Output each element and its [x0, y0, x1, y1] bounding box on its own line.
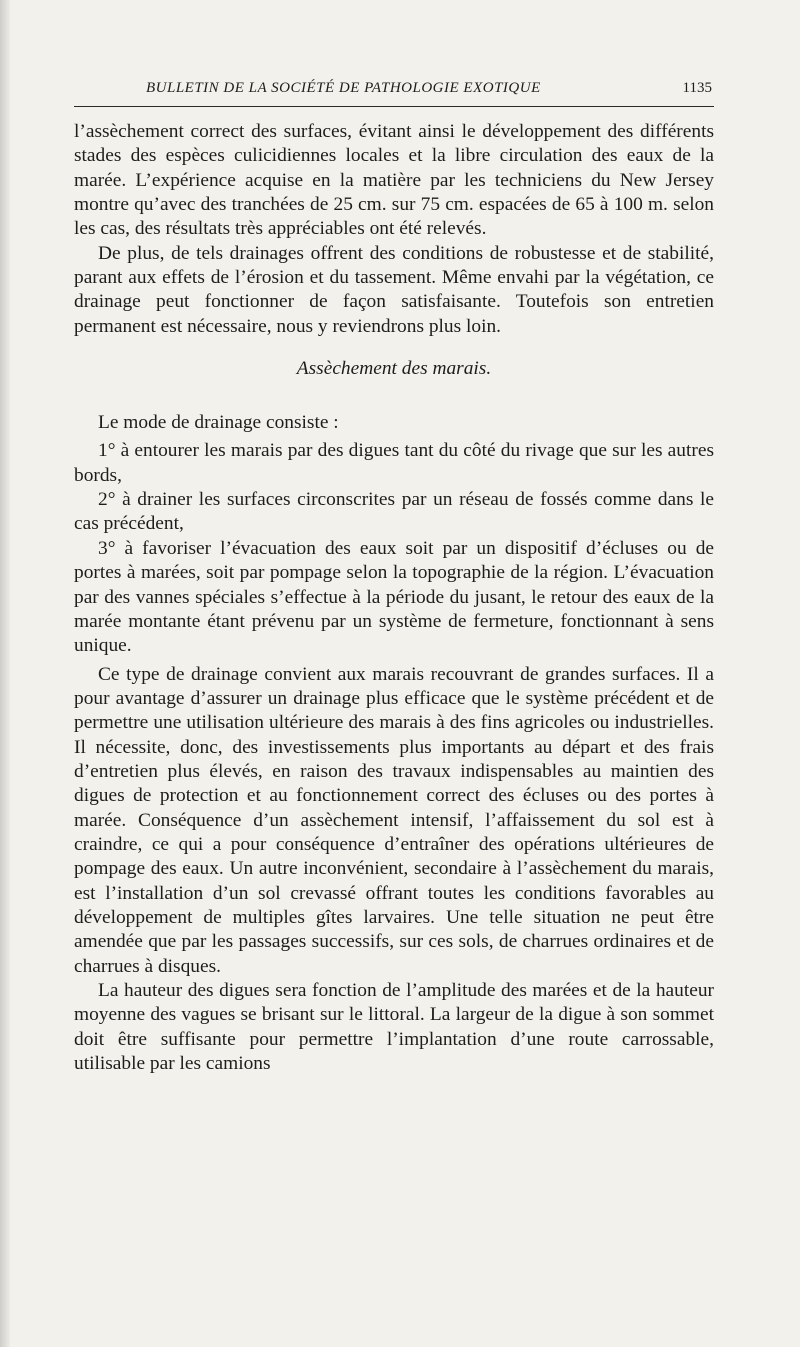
list-item-2: 2° à drainer les surfaces circonscrites par un réseau de fossés comme dans le cas précédent,	[74, 489, 714, 535]
header-rule	[74, 106, 714, 107]
journal-title: BULLETIN DE LA SOCIÉTÉ DE PATHOLOGIE EXOTIQUE	[146, 80, 541, 96]
paragraph-dike-height: La hauteur des digues sera fonction de l’amplitude des marées et de la hauteur moyenne des vagues se brisant sur le littoral. La largeur de la digue à son sommet doit être suffisante pour permettre l’implantation d’une route carrossable, utilisable par les camions	[74, 980, 714, 1075]
page-number: 1135	[682, 80, 712, 96]
paragraph-drainage-type: Ce type de drainage convient aux marais recouvrant de grandes surfaces. Il a pour avantage d’assurer un drainage plus efficace que le système précédent et de permettre une utilisation ultérieure des marais à des fins agricoles ou industrielles. Il nécessite, donc, des investissements plus importants au départ et des frais d’entretien plus élevés, en raison des travaux indispensables au maintien des digues de protection et au fonctionnement correct des écluses ou des portes à marée. Conséquence d’un assèchement intensif, l’affaissement du sol est à craindre, ce qui a pour conséquence d’entraîner des opérations ultérieures de pompage des eaux. Un autre inconvénient, secondaire à l’assèchement du marais, est l’installation d’un sol crevassé offrant toutes les conditions favorables au développement de multiples gîtes larvaires. Une telle situation ne peut être amendée que par les passages successifs, sur ces sols, de charrues ordinaires et de charrues à disques.	[74, 663, 714, 977]
page-edge-shadow	[0, 0, 10, 1347]
paragraph-robustness: De plus, de tels drainages offrent des conditions de robustesse et de stabilité, parant aux effets de l’érosion et du tassement. Même envahi par la végétation, ce drainage peut fonctionner de façon satisfaisante. Toutefois son entretien permanent est nécessaire, nous y reviendrons plus loin.	[74, 242, 714, 337]
running-header	[74, 80, 716, 104]
list-intro: Le mode de drainage consiste :	[98, 412, 339, 434]
list-item-1: 1° à entourer les marais par des digues tant du côté du rivage que sur les autres bords,	[74, 440, 714, 486]
article-body	[74, 120, 714, 1076]
section-title: Assèchement des marais.	[296, 358, 492, 380]
list-item-3: 3° à favoriser l’évacuation des eaux soit par un dispositif d’écluses ou de portes à marées, soit par pompage selon la topographie de la région. L’évacuation par des vannes spéciales s’effectue à la période du jusant, le retour des eaux de la marée montante étant prévenu par un système de fermeture, fonctionnant à sens unique.	[74, 537, 714, 657]
paragraph-continued: l’assèchement correct des surfaces, évitant ainsi le développement des différents stades des espèces culicidiennes locales et la libre circulation des eaux de la marée. L’expérience acquise en la matière par les techniciens du New Jersey montre qu’avec des tranchées de 25 cm. sur 75 cm. espacées de 65 à 100 m. selon les cas, des résultats très appréciables ont été relevés.	[74, 121, 714, 240]
